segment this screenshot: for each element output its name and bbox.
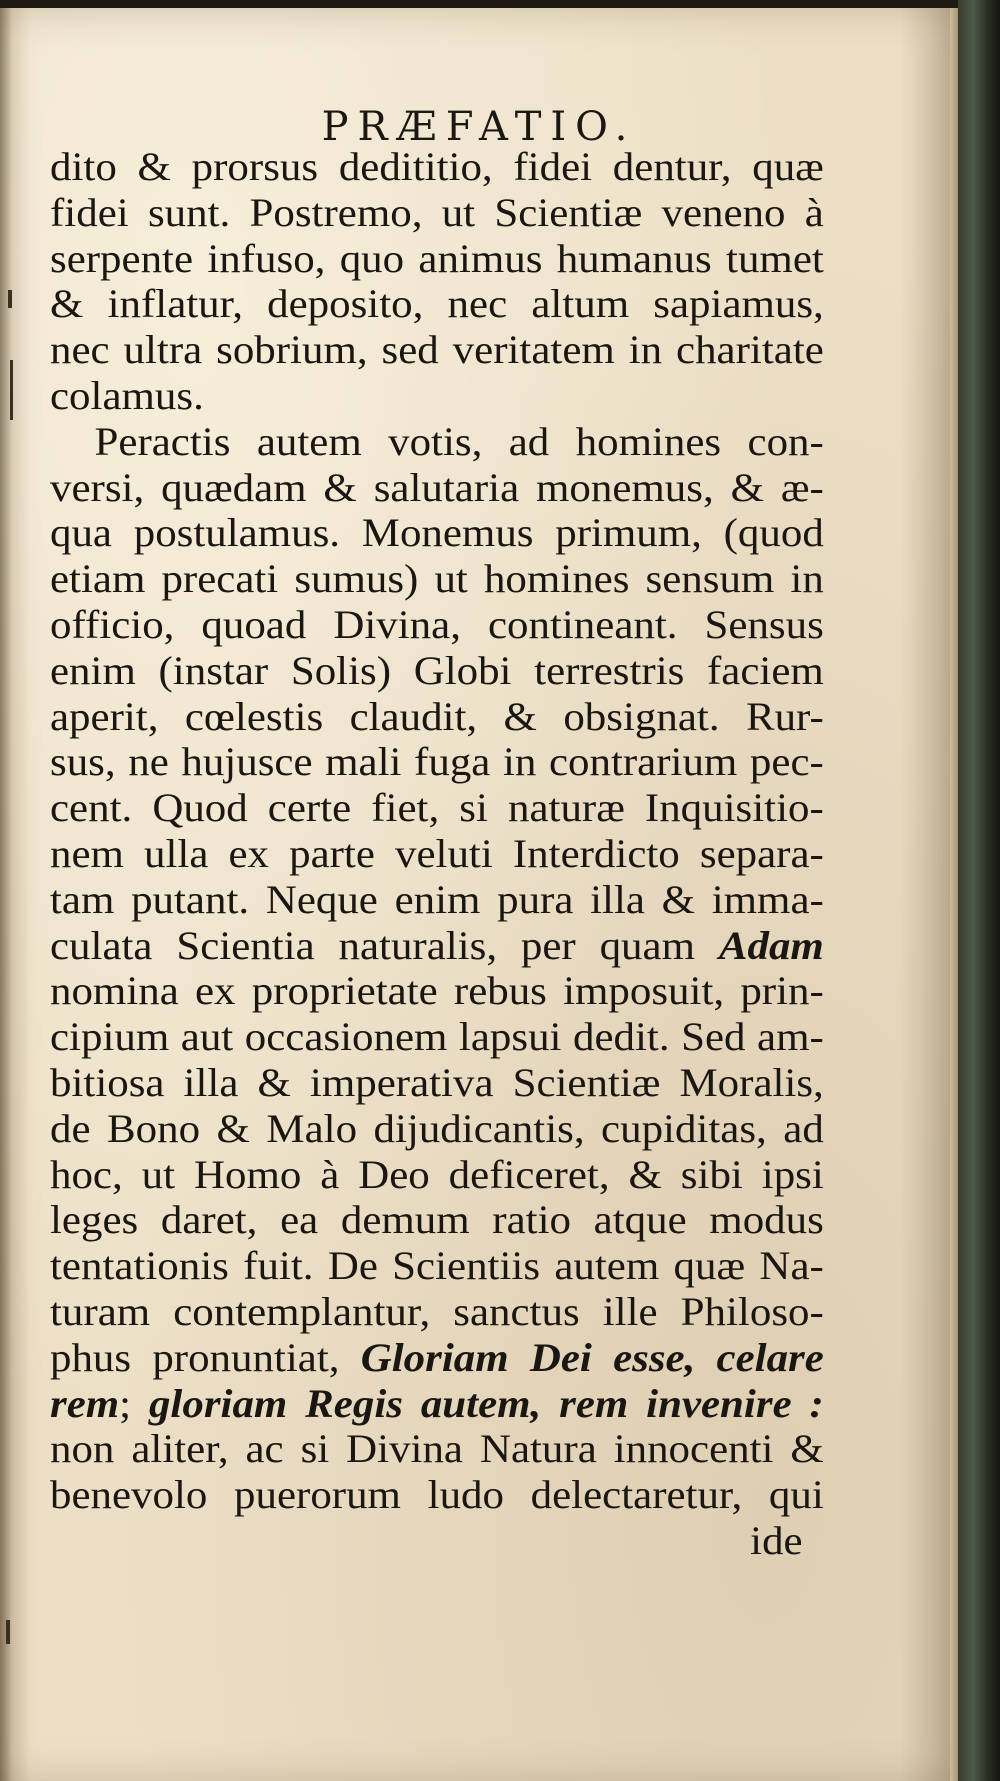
text-line: tentationis fuit. De Scientiis autem quæ Na- <box>50 1243 824 1289</box>
text-line: nomina ex proprietate rebus imposuit, prin- <box>50 968 824 1014</box>
text-line: non aliter, ac si Divina Natura innocenti & <box>50 1426 824 1472</box>
text-line <box>50 1381 824 1427</box>
text-line: nec ultra sobrium, sed veritatem in charitate <box>50 327 824 373</box>
text-line: serpente infuso, quo animus humanus tumet <box>50 235 824 281</box>
text-line: tam putant. Neque enim pura illa & imma- <box>50 876 824 922</box>
text-line: & inflatur, deposito, nec altum sapiamus, <box>50 281 824 327</box>
italic-quote: gloriam Regis autem, rem invenire : <box>148 1380 824 1426</box>
italic-name: Adam <box>718 922 824 968</box>
catchword: ide <box>750 1517 803 1563</box>
text-line: officio, quoad Divina, contineant. Sensus <box>50 601 824 647</box>
text-line: de Bono & Malo dijudicantis, cupiditas, ad <box>50 1105 824 1151</box>
text-segment: culata Scientia naturalis, per quam <box>50 922 719 968</box>
text-line: dito & prorsus dedititio, fidei dentur, quæ <box>50 144 824 189</box>
text-line: sus, ne hujusce mali fuga in contrarium pec- <box>50 739 824 785</box>
text-line: qua postulamus. Monemus primum, (quod <box>50 510 824 556</box>
text-line: aperit, cœlestis claudit, & obsignat. Rur- <box>50 693 824 739</box>
text-line: leges daret, ea demum ratio atque modus <box>50 1197 824 1243</box>
text-line: versi, quædam & salutaria monemus, & æ- <box>50 464 824 510</box>
text-line <box>50 1335 824 1381</box>
text-line: benevolo puerorum ludo delectaretur, qui <box>50 1472 824 1518</box>
italic-quote: rem <box>50 1380 120 1426</box>
text-line: etiam precati sumus) ut homines sensum in <box>50 556 824 602</box>
page-title: PRÆFATIO. <box>321 104 637 150</box>
text-line: cent. Quod certe fiet, si naturæ Inquisitio- <box>50 785 824 831</box>
italic-quote: Gloriam Dei esse, celare <box>360 1334 824 1380</box>
text-line: enim (instar Solis) Globi terrestris faciem <box>50 647 824 693</box>
gutter-shadow <box>0 8 12 1781</box>
body-text <box>50 144 824 1564</box>
text-line <box>50 923 824 969</box>
text-line: hoc, ut Homo à Deo deficeret, & sibi ipsi <box>50 1151 824 1197</box>
text-line: fidei sunt. Postremo, ut Scientiæ veneno à <box>50 189 824 235</box>
margin-mark <box>6 1620 10 1644</box>
margin-mark <box>8 290 12 308</box>
text-line: cipium aut occasionem lapsui dedit. Sed am- <box>50 1014 824 1060</box>
text-line: bitiosa illa & imperativa Scientiæ Moralis, <box>50 1059 824 1105</box>
text-segment: ; <box>119 1380 149 1426</box>
text-line: turam contemplantur, sanctus ille Philoso- <box>50 1288 824 1334</box>
book-spine <box>958 0 1000 1781</box>
page-edge <box>950 8 958 1781</box>
text-line: colamus. <box>50 372 204 418</box>
text-line: nem ulla ex parte veluti Interdicto separa- <box>50 830 824 876</box>
text-segment: phus pronuntiat, <box>50 1334 361 1380</box>
text-line: Peractis autem votis, ad homines con- <box>94 418 824 464</box>
margin-mark <box>10 360 13 420</box>
